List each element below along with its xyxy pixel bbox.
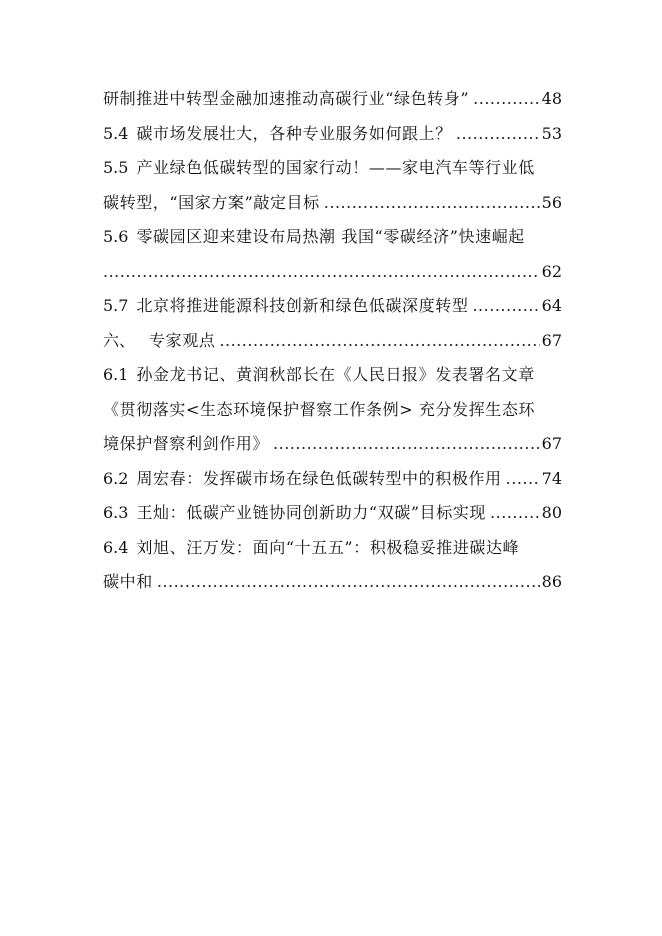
dot-leader bbox=[157, 565, 540, 600]
toc-entry-continuation[interactable] bbox=[103, 186, 562, 221]
toc-entry-continuation[interactable] bbox=[103, 565, 562, 600]
toc-entry-text: 研制推进中转型金融加速推动高碳行业“绿色转身” bbox=[103, 89, 470, 108]
toc-page-number: 53 bbox=[541, 123, 562, 143]
dot-leader bbox=[506, 462, 540, 497]
toc-section-number: 六、 bbox=[103, 330, 136, 350]
toc-page-number: 67 bbox=[541, 434, 562, 453]
toc-entry-text: 专家观点 bbox=[149, 330, 216, 350]
toc-section-number: 5.7 bbox=[103, 296, 129, 315]
toc-entry[interactable] bbox=[103, 531, 562, 566]
toc-section-number: 6.1 bbox=[103, 365, 129, 384]
toc-section-number: 6.2 bbox=[103, 468, 129, 488]
toc-section-number: 5.5 bbox=[103, 158, 129, 177]
dot-leader bbox=[324, 186, 540, 221]
toc-entry[interactable] bbox=[103, 324, 562, 359]
toc-entry[interactable] bbox=[103, 289, 562, 324]
toc-entry-text: 碳转型，“国家方案”敲定目标 bbox=[103, 192, 320, 212]
toc-section-number: 5.6 bbox=[103, 227, 129, 246]
toc-page-number: 74 bbox=[541, 468, 562, 488]
toc-page-number: 56 bbox=[541, 192, 562, 212]
dot-leader bbox=[456, 117, 540, 152]
toc-entry-text: 刘旭、汪万发：面向“十五五”：积极稳妥推进碳达峰 bbox=[136, 537, 520, 557]
toc-entry[interactable] bbox=[103, 82, 562, 117]
toc-entry[interactable] bbox=[103, 496, 562, 531]
toc-entry[interactable] bbox=[103, 358, 562, 393]
toc-page-number: 64 bbox=[541, 296, 562, 315]
toc-page-number: 67 bbox=[541, 330, 562, 350]
toc-entry-text: 零碳园区迎来建设布局热潮 我国“零碳经济”快速崛起 bbox=[136, 227, 525, 246]
dot-leader bbox=[273, 427, 540, 462]
toc-page-number: 80 bbox=[541, 503, 562, 522]
dot-leader bbox=[473, 82, 539, 117]
toc-entry-text: 碳市场发展壮大，各种专业服务如何跟上？ bbox=[136, 123, 452, 143]
toc-entry-continuation[interactable] bbox=[103, 393, 562, 428]
toc-page-number: 48 bbox=[541, 89, 562, 108]
toc-entry-text: 北京将推进能源科技创新和绿色低碳深度转型 bbox=[136, 296, 469, 315]
toc-entry-text: 碳中和 bbox=[103, 572, 153, 591]
dot-leader bbox=[219, 324, 539, 359]
dot-leader bbox=[490, 496, 540, 531]
toc-entry-text: 孙金龙书记、黄润秋部长在《人民日报》发表署名文章 bbox=[136, 365, 535, 384]
toc-entry-continuation[interactable] bbox=[103, 427, 562, 462]
toc-entry[interactable] bbox=[103, 151, 562, 186]
toc-entry-text: 王灿：低碳产业链协同创新助力“双碳”目标实现 bbox=[136, 503, 487, 522]
toc-entry-text: 产业绿色低碳转型的国家行动！——家电汽车等行业低 bbox=[136, 158, 535, 177]
toc-section-number: 6.3 bbox=[103, 503, 129, 522]
toc-entry[interactable] bbox=[103, 462, 562, 497]
toc-entry-continuation[interactable] bbox=[103, 255, 562, 290]
toc-section-number: 6.4 bbox=[103, 537, 129, 557]
dot-leader bbox=[472, 289, 539, 324]
toc-page-number: 86 bbox=[541, 572, 562, 591]
toc-section-number: 5.4 bbox=[103, 123, 129, 143]
toc-entry-text: 《贯彻落实<生态环境保护督察工作条例> 充分发挥生态环 bbox=[103, 399, 536, 419]
toc-entry[interactable] bbox=[103, 220, 562, 255]
toc-entry-text: 境保护督察利剑作用》 bbox=[103, 434, 270, 453]
dot-leader bbox=[103, 255, 540, 290]
table-of-contents bbox=[103, 82, 562, 600]
toc-page-number: 62 bbox=[541, 261, 562, 281]
toc-entry-text: 周宏春：发挥碳市场在绿色低碳转型中的积极作用 bbox=[136, 468, 502, 488]
toc-entry[interactable] bbox=[103, 117, 562, 152]
